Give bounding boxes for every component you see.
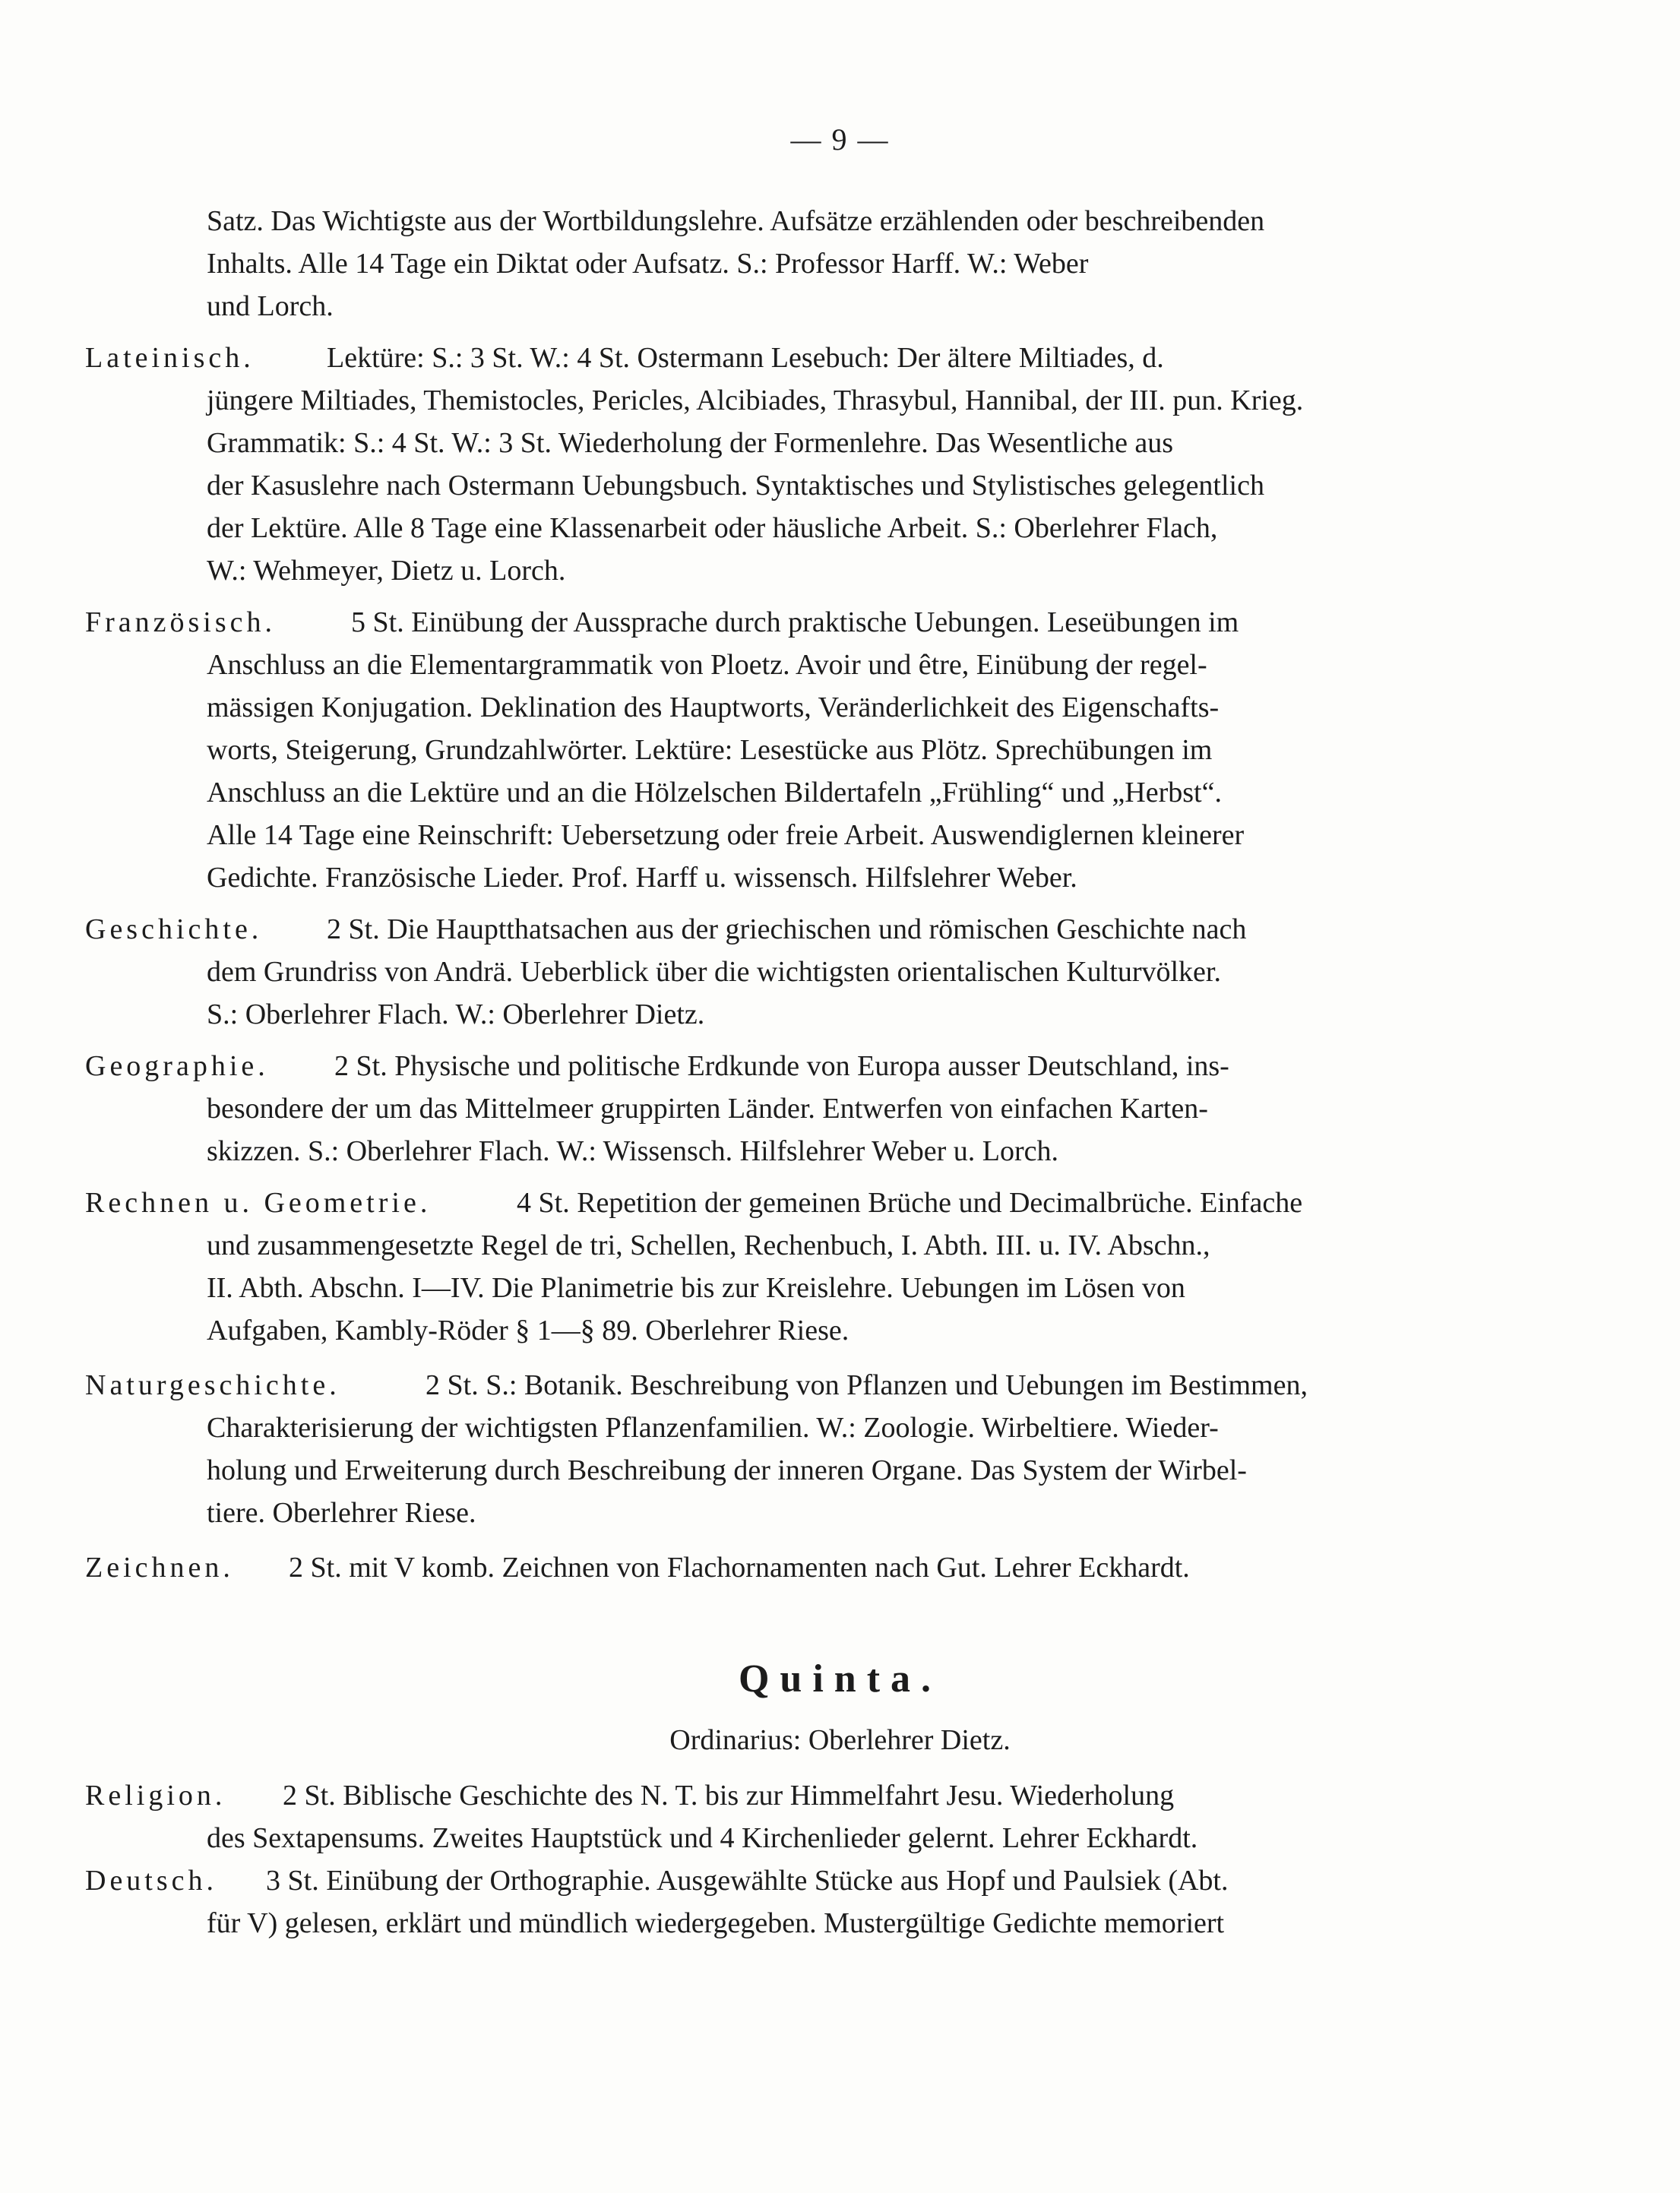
- text-line: der Kasuslehre nach Ostermann Uebungsbuch. Syntaktisches und Stylistisches gelegentlich: [207, 470, 1264, 502]
- page-number: — 9 —: [790, 122, 890, 157]
- text-line: und zusammengesetzte Regel de tri, Schellen, Rechenbuch, I. Abth. III. u. IV. Abschn.,: [207, 1229, 1210, 1261]
- text-line: 2 St. Die Hauptthatsachen aus der griechischen und römischen Geschichte nach: [327, 913, 1247, 945]
- text-line: skizzen. S.: Oberlehrer Flach. W.: Wissensch. Hilfslehrer Weber u. Lorch.: [207, 1135, 1059, 1167]
- text-line: für V) gelesen, erklärt und mündlich wiedergegeben. Mustergültige Gedichte memoriert: [207, 1907, 1225, 1939]
- text-line: 5 St. Einübung der Aussprache durch praktische Uebungen. Leseübungen im: [351, 606, 1239, 638]
- text-line: Gedichte. Französische Lieder. Prof. Harff u. wissensch. Hilfslehrer Weber.: [207, 862, 1077, 894]
- text-line: 3 St. Einübung der Orthographie. Ausgewählte Stücke aus Hopf und Paulsiek (Abt.: [266, 1865, 1229, 1897]
- section-heading-rechnen: Rechnen u. Geometrie.: [85, 1187, 432, 1219]
- text-line: II. Abth. Abschn. I—IV. Die Planimetrie bis zur Kreislehre. Uebungen im Lösen von: [207, 1272, 1185, 1304]
- text-line: 2 St. Physische und politische Erdkunde von Europa ausser Deutschland, ins-: [334, 1050, 1229, 1082]
- text-line: jüngere Miltiades, Themistocles, Pericles, Alcibiades, Thrasybul, Hannibal, der III. pun. Krieg.: [207, 384, 1304, 416]
- text-line: holung und Erweiterung durch Beschreibung der inneren Organe. Das System der Wirbel-: [207, 1454, 1247, 1486]
- text-line: Satz. Das Wichtigste aus der Wortbildungslehre. Aufsätze erzählenden oder beschreibenden: [207, 205, 1265, 237]
- text-line: 2 St. mit V komb. Zeichnen von Flachornamenten nach Gut. Lehrer Eckhardt.: [289, 1552, 1190, 1584]
- text-line: des Sextapensums. Zweites Hauptstück und 4 Kirchenlieder gelernt. Lehrer Eckhardt.: [207, 1822, 1198, 1854]
- section-heading-zeichnen: Zeichnen.: [85, 1552, 234, 1584]
- text-line: der Lektüre. Alle 8 Tage eine Klassenarbeit oder häusliche Arbeit. S.: Oberlehrer Flach,: [207, 512, 1218, 544]
- section-heading-geschichte: Geschichte.: [85, 913, 263, 945]
- section-heading-geographie: Geographie.: [85, 1050, 269, 1082]
- text-line: W.: Wehmeyer, Dietz u. Lorch.: [207, 555, 566, 587]
- text-line: Charakterisierung der wichtigsten Pflanzenfamilien. W.: Zoologie. Wirbeltiere. Wieder-: [207, 1412, 1219, 1444]
- text-line: Anschluss an die Lektüre und an die Hölzelschen Bildertafeln „Frühling“ und „Herbst“.: [207, 777, 1222, 809]
- text-line: Lektüre: S.: 3 St. W.: 4 St. Ostermann Lesebuch: Der ältere Miltiades, d.: [327, 342, 1164, 374]
- text-line: Inhalts. Alle 14 Tage ein Diktat oder Aufsatz. S.: Professor Harff. W.: Weber: [207, 248, 1089, 280]
- text-line: S.: Oberlehrer Flach. W.: Oberlehrer Dietz.: [207, 998, 705, 1030]
- text-line: dem Grundriss von Andrä. Ueberblick über die wichtigsten orientalischen Kulturvölker.: [207, 956, 1221, 988]
- ordinarius-line: Ordinarius: Oberlehrer Dietz.: [669, 1724, 1011, 1756]
- text-line: besondere der um das Mittelmeer gruppirten Länder. Entwerfen von einfachen Karten-: [207, 1093, 1208, 1125]
- text-line: 2 St. S.: Botanik. Beschreibung von Pflanzen und Uebungen im Bestimmen,: [426, 1369, 1308, 1401]
- text-line: Grammatik: S.: 4 St. W.: 3 St. Wiederholung der Formenlehre. Das Wesentliche aus: [207, 427, 1174, 459]
- section-heading-naturgeschichte: Naturgeschichte.: [85, 1369, 340, 1401]
- text-line: Alle 14 Tage eine Reinschrift: Uebersetzung oder freie Arbeit. Auswendiglernen kleinerer: [207, 819, 1245, 851]
- text-line: Anschluss an die Elementargrammatik von Ploetz. Avoir und être, Einübung der regel-: [207, 649, 1207, 681]
- section-heading-religion: Religion.: [85, 1780, 226, 1812]
- class-title-quinta: Quinta.: [738, 1657, 942, 1701]
- text-line: und Lorch.: [207, 290, 334, 322]
- text-line: mässigen Konjugation. Deklination des Hauptworts, Veränderlichkeit des Eigenschafts-: [207, 691, 1220, 723]
- text-line: 4 St. Repetition der gemeinen Brüche und Decimalbrüche. Einfache: [517, 1187, 1303, 1219]
- text-line: 2 St. Biblische Geschichte des N. T. bis zur Himmelfahrt Jesu. Wiederholung: [283, 1780, 1175, 1812]
- section-heading-deutsch: Deutsch.: [85, 1865, 218, 1897]
- text-line: tiere. Oberlehrer Riese.: [207, 1497, 476, 1529]
- section-heading-franzoesisch: Französisch.: [85, 606, 277, 638]
- section-heading-lateinisch: Lateinisch.: [85, 342, 255, 374]
- text-line: Aufgaben, Kambly-Röder § 1—§ 89. Oberlehrer Riese.: [207, 1315, 849, 1346]
- text-line: worts, Steigerung, Grundzahlwörter. Lektüre: Lesestücke aus Plötz. Sprechübungen im: [207, 734, 1213, 766]
